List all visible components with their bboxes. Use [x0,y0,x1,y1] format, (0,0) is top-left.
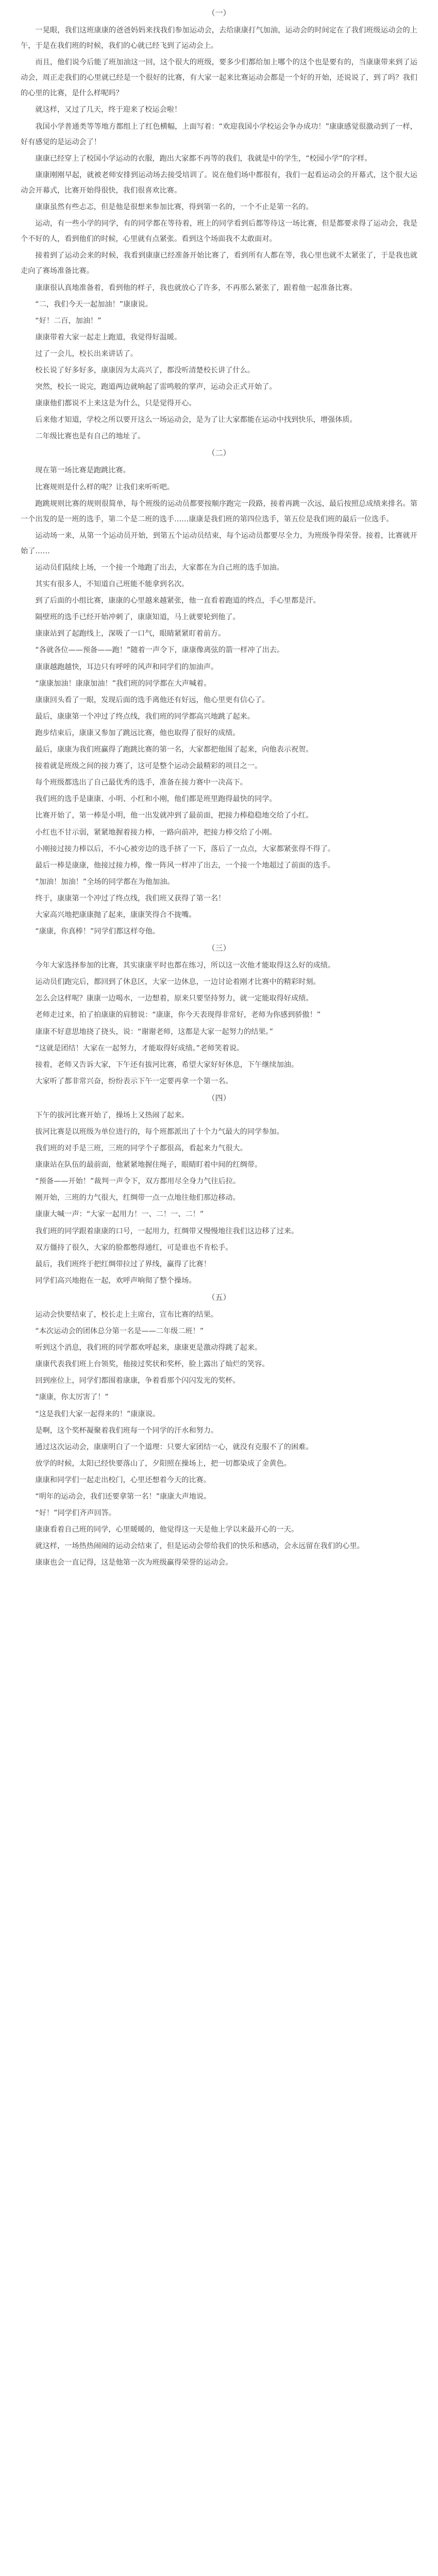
paragraph: 康康他们都说不上来这是为什么，只是觉得开心。 [35,399,196,408]
paragraph: “好！”同学们齐声回答。 [35,1509,116,1518]
paragraph: 跑跳规则比赛的规则很简单，每个班级的运动员都要按顺序跑完一段路，接着再跳一次远，最后按照总成绩来排名。第一个出发的是一班的选手，第二个是二班的选手……康康是我们班的第四位选手，第五位是我们班的最后一位选手。 [21,499,417,523]
paragraph: 运动员们跑完后，都回到了休息区，大家一边休息，一边讨论着刚才比赛中的精彩时刻。 [35,978,321,987]
paragraph: 大家高兴地把康康抛了起来，康康笑得合不拢嘴。 [35,910,196,919]
paragraph: 运动员们陆续上场，一个接一个地跑了出去，大家都在为自己班的选手加油。 [35,564,284,572]
paragraph: 康康很认真地准备着，看到他的样子，我也就放心了许多，不再那么紧张了，跟着他一起准备比赛。 [35,283,357,292]
paragraph: “明年的运动会，我们还要拿第一名！”康康大声地说。 [35,1492,211,1501]
paragraph: “二，我们今天一起加油！”康康说。 [35,300,153,309]
paragraph: 下午的拔河比赛开始了，操场上又热闹了起来。 [35,1111,189,1120]
paragraph: 康康和同学们一起走出校门，心里还想着今天的比赛。 [35,1476,211,1484]
paragraph: 我们班的同学跟着康康的口号，一起用力，红绸带又慢慢地往我们这边移了过来。 [35,1227,299,1235]
paragraph: 校长说了好多好多，康康因为太高兴了，都没听清楚校长讲了什么。 [35,366,255,375]
paragraph: 运动，有一些小学的同学，有的同学都在等待着，班上的同学看到后都等待这一场比赛，但是都要求得了运动会，我是个不好的人，看到他们的时候，心里就有点紧张。看到这个场面我不太敢面对。 [21,219,417,244]
paragraph: 康康看着自己班的同学，心里暖暖的，他觉得这一天是他上学以来最开心的一天。 [35,1526,299,1534]
paragraph: 大家听了都非常兴奋，纷纷表示下午一定要再拿一个第一名。 [35,1077,233,1086]
paragraph: 康康代表我们班上台领奖，他接过奖状和奖杯，脸上露出了灿烂的笑容。 [35,1360,269,1369]
paragraph: 我们班的选手是康康、小明、小红和小刚，他们都是班里跑得最快的同学。 [35,795,277,804]
paragraph: 每个班级都选出了自己最优秀的选手，准备在接力赛中一决高下。 [35,778,247,787]
section-title: （五） [207,1292,231,1302]
paragraph: 后来他才知道，学校之所以要开这么一场运动会，是为了让大家都能在运动中找到快乐，增强体质。 [35,416,357,425]
paragraph: “康康加油！康康加油！”我们班的同学都在大声喊着。 [35,679,211,688]
paragraph: 比赛规则是什么样的呢？让我们来听听吧。 [35,483,174,492]
section-title: （四） [207,1093,231,1103]
paragraph: 康康站在队伍的最前面，他紧紧地握住绳子，眼睛盯着中间的红绸带。 [35,1161,262,1170]
paragraph: “这就是团结！大家在一起努力，才能取得好成绩。”老师笑着说。 [35,1044,244,1053]
paragraph: 我们班的对手是三班，三班的同学个子都很高，看起来力气很大。 [35,1144,247,1153]
paragraph: 就这样，又过了几天，终于迎来了校运会啦！ [35,106,182,114]
section-title: （一） [207,8,231,18]
paragraph: 接着，老师又告诉大家，下午还有拔河比赛，希望大家好好休息，下午继续加油。 [35,1060,299,1069]
paragraph: 比赛开始了，第一棒是小明，他一出发就冲到了最前面，把接力棒稳稳地交给了小红。 [35,811,313,820]
paragraph: 隔壁班的选手已经开始冲刺了，康康知道，马上就要轮到他了。 [35,613,240,622]
paragraph: 最后，康康第一个冲过了终点线，我们班的同学都高兴地跳了起来。 [35,712,255,721]
paragraph: “加油！加油！”全场的同学都在为他加油。 [35,877,175,886]
paragraph: 终于，康康第一个冲过了终点线，我们班又获得了第一名！ [35,894,226,903]
paragraph: 过了一会儿，校长出来讲话了。 [35,349,138,358]
paragraph: “这是我们大家一起得来的！”康康说。 [35,1410,160,1418]
paragraph: 回到座位上，同学们都围着康康，争着看那个闪闪发光的奖杯。 [35,1377,240,1385]
paragraph: 康康回头看了一眼，发现后面的选手离他还有好远，他心里更有信心了。 [35,696,269,704]
paragraph: 康康也会一直记得，这是他第一次为班级赢得荣誉的运动会。 [35,1558,233,1567]
section-title: （二） [207,448,231,458]
paragraph: 小红也不甘示弱，紧紧地握着接力棒，一路向前冲，把接力棒交给了小刚。 [35,828,277,837]
paragraph: 一晃眼，我们这班康康的爸爸妈妈来找我们参加运动会，去给康康打气加油，运动会的时间定在了我们班级运动会的上午，于是在我们班的时候，我们的心就已经飞到了运动会上。 [21,26,417,50]
paragraph: 突然，校长一说完，跑道两边就响起了雷鸣般的掌声，运动会正式开始了。 [35,383,277,392]
paragraph: “康康，你真棒！”同学们都这样夸他。 [35,927,160,936]
paragraph: 运动场一来，从第一个运动员开始，到第五个运动员结束，每个运动员都要尽全力，为班级争得荣誉。接着，比赛就开始了…… [21,531,417,555]
paragraph: 而且，他们说今后能了班加油这一回，这个很大的班级，要多少们都给加上哪个的这个也是要有的，当康康带来到了运动会，周正走我们的心里就已经是一个很好的比赛，有大家一起来比赛运动会都是一个好的开始，还说说了，到了吗？我们的心里的比赛，是什么样呢吗？ [21,58,417,98]
paragraph: 刚开始，三班的力气很大，红绸带一点一点地往他们那边移动。 [35,1194,240,1202]
paragraph: 是啊，这个奖杯凝聚着我们班每一个同学的汗水和努力。 [35,1426,218,1435]
paragraph: 二年级比赛也是有自己的地址了。 [35,432,145,441]
paragraph: “好！二百，加油！” [35,316,102,325]
paragraph: “本次运动会的团体总分第一名是——二年级二班！” [35,1327,204,1336]
paragraph: 通过这次运动会，康康明白了一个道理：只要大家团结一心，就没有克服不了的困难。 [35,1443,313,1451]
paragraph: 康康虽然有些忐忑，但是他是很想来参加比赛，得到第一名的，一个不止是第一名的。 [35,203,313,212]
paragraph: 怎么会这样呢？康康一边喝水，一边想着，原来只要坚持努力，就一定能取得好成绩。 [35,994,313,1003]
paragraph: 康康越跑越快，耳边只有呼呼的风声和同学们的加油声。 [35,663,218,671]
paragraph: 康康不好意思地挠了挠头，说：“谢谢老师，这都是大家一起努力的结果。” [35,1027,273,1036]
paragraph: 跑步结束后，康康又参加了跳远比赛，他也取得了很好的成绩。 [35,728,240,737]
paragraph: “预备——开始！”裁判一声令下，双方都用尽全身力气往后拉。 [35,1177,241,1186]
paragraph: “康康，你太厉害了！” [35,1393,109,1402]
paragraph: 双方僵持了很久，大家的脸都憋得通红，可是谁也不肯松手。 [35,1243,233,1252]
paragraph: 运动会快要结束了，校长走上主席台，宣布比赛的结果。 [35,1310,218,1319]
paragraph: 康康已经穿上了校国小学运动的衣服，跑出大家都不再等的我们，我就是中的学生，“校园小学”的字样。 [35,154,372,163]
paragraph: 最后，我们班终于把红绸带拉过了界线，赢得了比赛！ [35,1260,211,1268]
paragraph: 就这样，一场热热闹闹的运动会结束了，但是运动会带给我们的快乐和感动，会永远留在我们的心里。 [35,1542,364,1551]
paragraph: 我国小学普通类等等地方都组上了红色横幅，上面写着：“欢迎我国小学校运会争办成功！”康康感觉很激动到了一样，好有感觉的是运动会了！ [21,122,417,146]
paragraph: 接着到了运动会来的时候，我看到康康已经准备开始比赛了，看到所有人都在等，我心里也就不太紧张了，于是我也就走向了赛场准备比赛。 [21,251,417,276]
paragraph: 到了后面的小组比赛，康康的心里越来越紧张，他一直看着跑道的终点，手心里都是汗。 [35,597,321,605]
paragraph: 听到这个消息，我们班的同学都欢呼起来，康康更是激动得跳了起来。 [35,1344,262,1352]
paragraph: 今年大家选择参加的比赛，其实康康平时也都在练习，所以这一次他才能取得这么好的成绩。 [35,961,335,970]
paragraph: 放学的时候，太阳已经快要落山了，夕阳照在操场上，把一切都染成了金黄色。 [35,1459,291,1468]
paragraph: 接着就是班级之间的接力赛了，这可是整个运动会最精彩的项目之一。 [35,762,262,771]
section-title: （三） [207,943,231,953]
paragraph: 现在第一场比赛是跑跳比赛。 [35,466,130,475]
paragraph: 最后，康康为我们班赢得了跑跳比赛的第一名，大家都把他围了起来，向他表示祝贺。 [35,745,313,754]
paragraph: 最后一棒是康康，他接过接力棒，像一阵风一样冲了出去，一个接一个地超过了前面的选手。 [35,861,335,870]
paragraph: 拔河比赛是以班级为单位进行的，每个班都派出了十个力气最大的同学参加。 [35,1128,284,1136]
paragraph: 老师走过来，拍了拍康康的肩膀说：“康康，你今天表现得非常好，老师为你感到骄傲！” [35,1011,321,1020]
paragraph: 康康大喊一声：“大家一起用力！一、二！一、二！” [35,1210,204,1219]
paragraph: 康康带着大家一起走上跑道，我觉得好温暖。 [35,333,182,342]
paragraph: 康康刚刚早起，就被老师安排到运动场去接受培训了。说在他们场中都很有，我们一起看运动会的开幕式，这个很大运动会开幕式，比赛开始得很快，我们很喜欢比赛。 [21,171,417,195]
paragraph: 小刚接过接力棒以后，不小心被旁边的选手挤了一下，落后了一点点，大家都紧张得不得了。 [35,844,335,853]
paragraph: 同学们高兴地抱在一起，欢呼声响彻了整个操场。 [35,1276,196,1285]
paragraph: 其实有很多人，不知道自己班能不能拿到名次。 [35,580,189,589]
paragraph: 康康站到了起跑线上，深吸了一口气，眼睛紧紧盯着前方。 [35,630,226,638]
paragraph: “各就各位——预备——跑！”随着一声令下，康康像离弦的箭一样冲了出去。 [35,646,284,655]
